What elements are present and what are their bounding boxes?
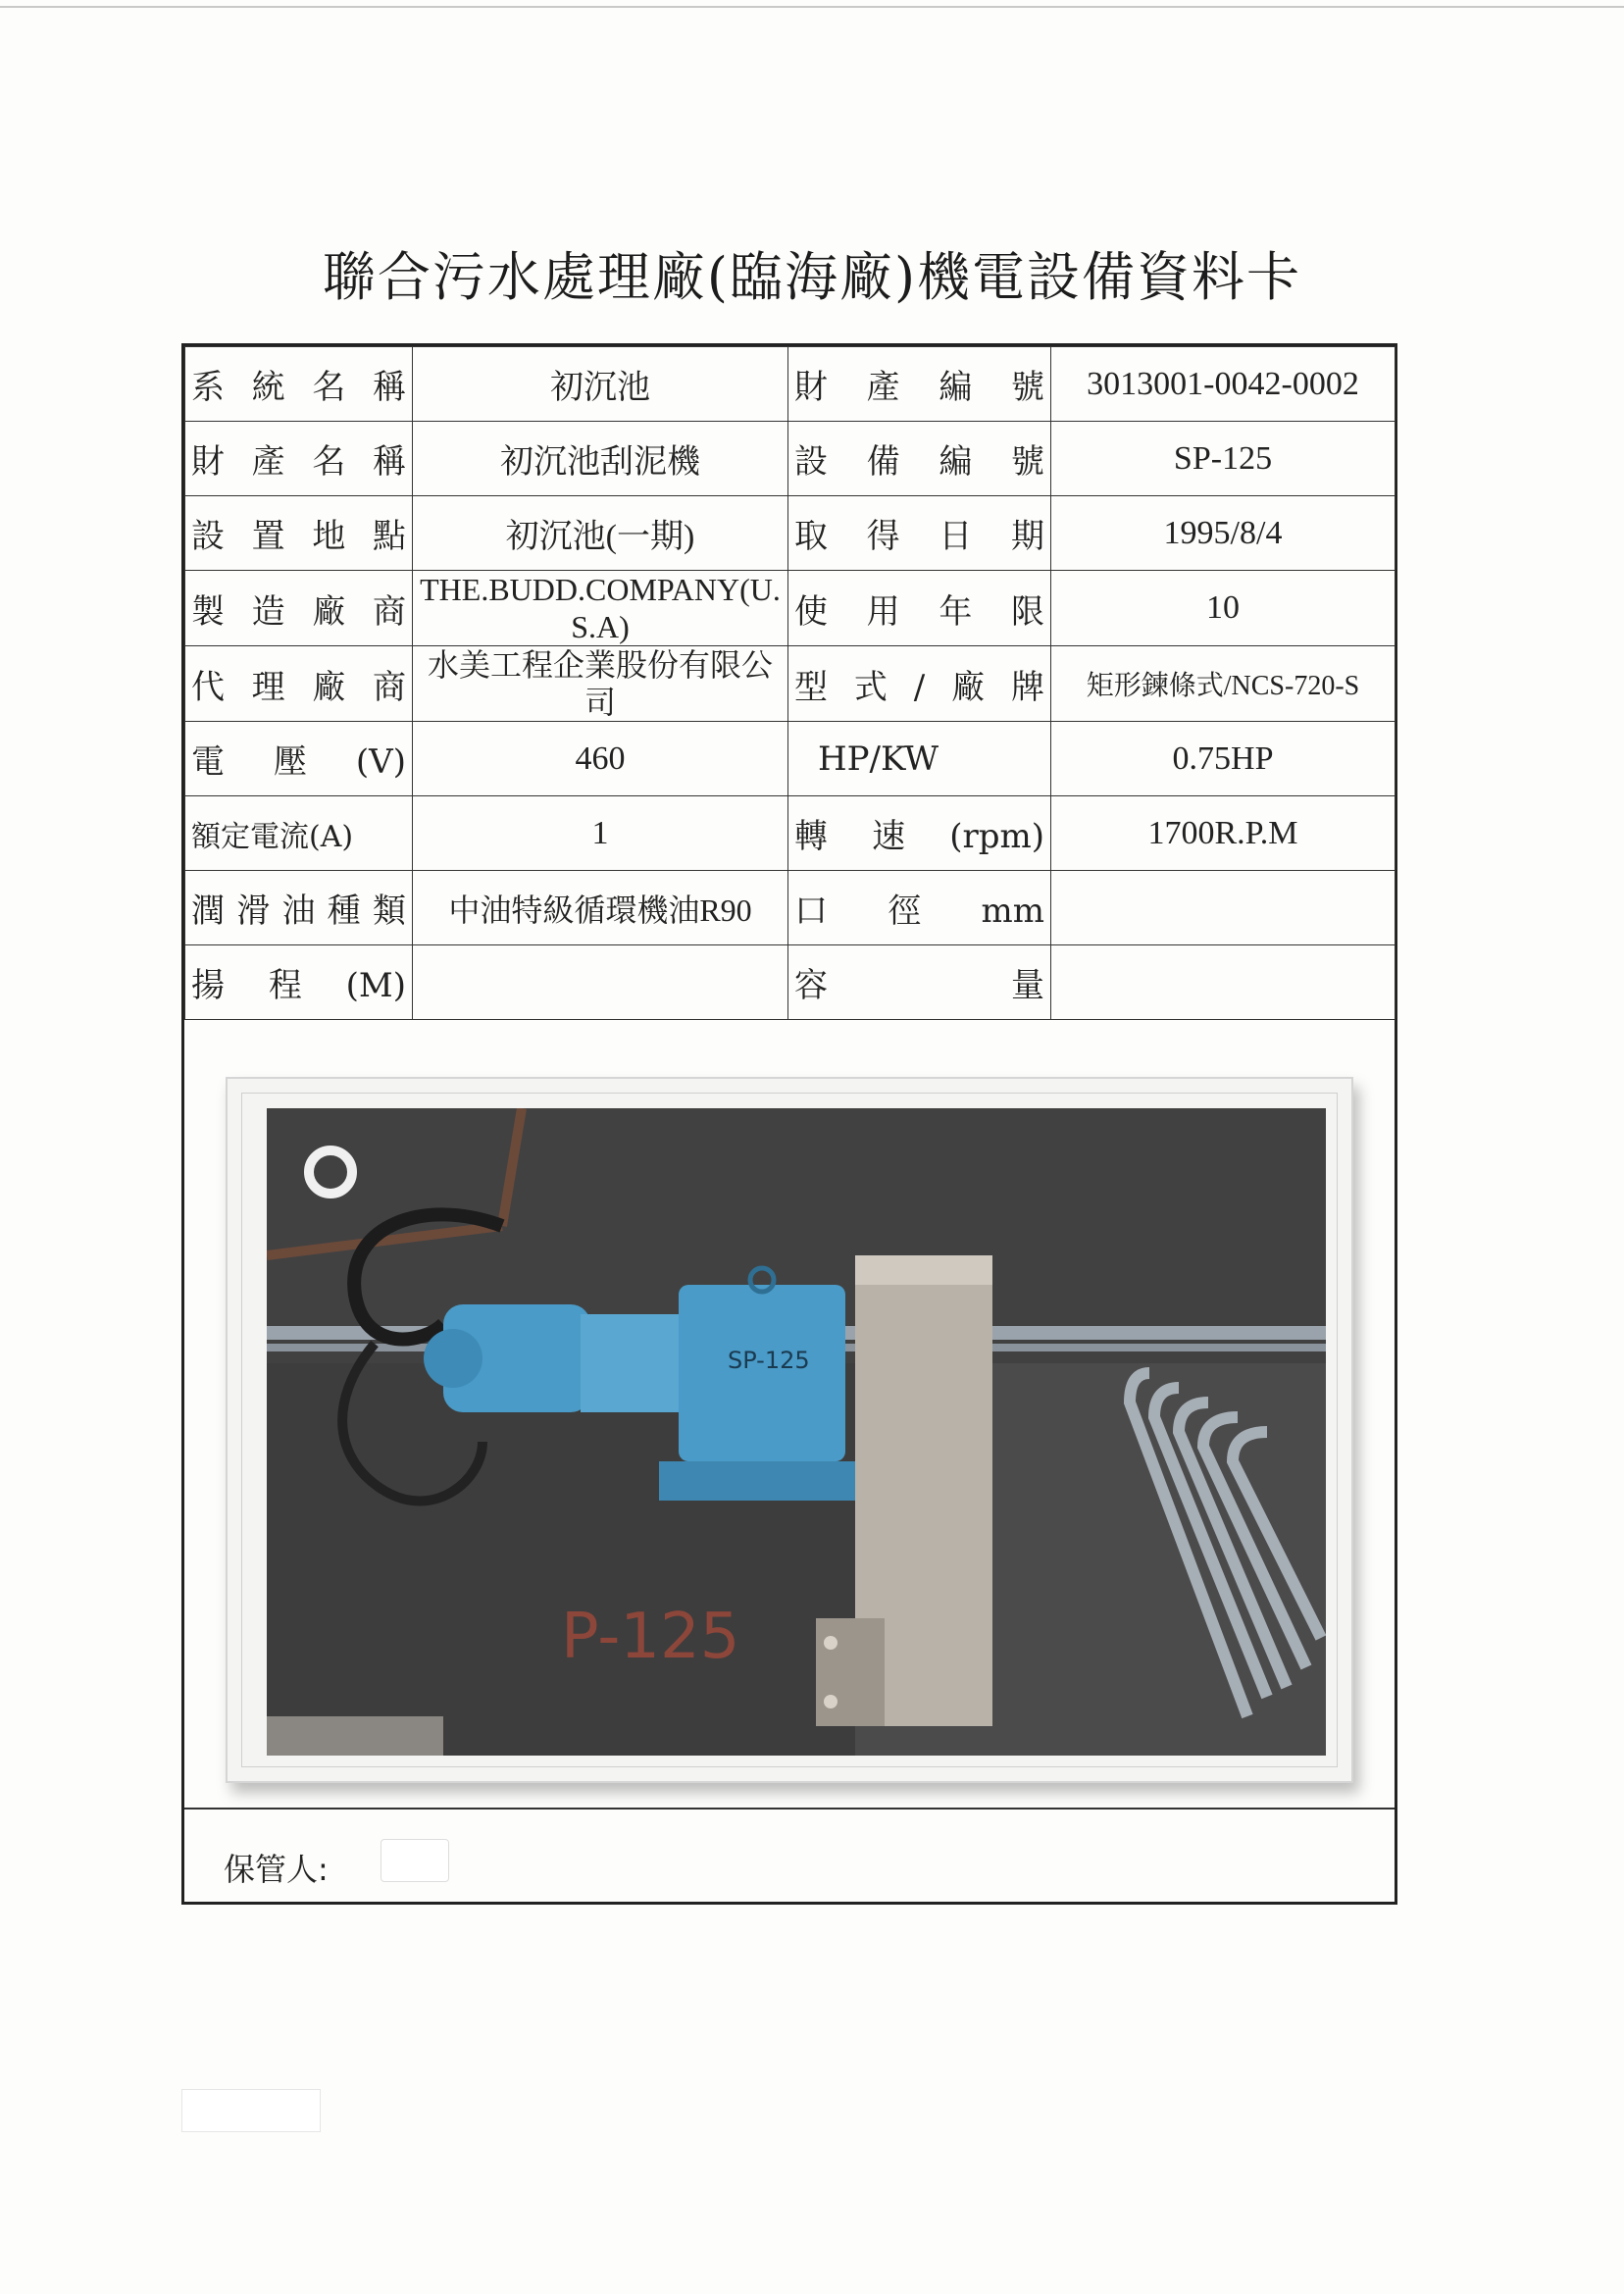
table-row: [185, 722, 1396, 796]
label-property-number: 財產編號: [788, 347, 1051, 422]
label-acquired-date: 取得日期: [788, 496, 1051, 571]
value-equipment-number: SP-125: [1051, 422, 1396, 496]
table-row: [185, 496, 1396, 571]
steel-housing-top: [855, 1255, 992, 1285]
label-rated-current: 額定電流(A): [185, 796, 413, 871]
concrete-edge: [267, 1716, 443, 1756]
label-equipment-number: 設備編號: [788, 422, 1051, 496]
value-rated-current: 1: [413, 796, 788, 871]
page-top-edge: [0, 6, 1624, 8]
label-voltage: 電壓(V): [185, 722, 413, 796]
value-lubricant: 中油特級循環機油R90: [413, 871, 788, 945]
value-head: [413, 945, 788, 1020]
label-lubricant: 潤滑油種類: [185, 871, 413, 945]
value-acquired-date: 1995/8/4: [1051, 496, 1396, 571]
floor-marking: P-125: [561, 1601, 740, 1673]
motor-fan-cover: [424, 1329, 482, 1388]
label-speed: 轉速(rpm): [788, 796, 1051, 871]
table-row: [185, 871, 1396, 945]
photo-frame: [226, 1077, 1353, 1783]
label-property-name: 財產名稱: [185, 422, 413, 496]
gearbox-base: [659, 1461, 875, 1501]
mounting-bracket: [816, 1618, 885, 1726]
table-row: [185, 945, 1396, 1020]
label-diameter: 口徑mm: [788, 871, 1051, 945]
value-location: 初沉池(一期): [413, 496, 788, 571]
value-hp-kw: 0.75HP: [1051, 722, 1396, 796]
equipment-table: [184, 346, 1396, 1020]
value-service-life: 10: [1051, 571, 1396, 646]
value-system-name: 初沉池: [413, 347, 788, 422]
blank-label-patch: [181, 2089, 321, 2132]
motor-coupling: [581, 1314, 688, 1412]
page-title: 聯合污水處理廠(臨海廠)機電設備資料卡: [322, 246, 1302, 308]
label-manufacturer: 製造廠商: [185, 571, 413, 646]
value-speed: 1700R.P.M: [1051, 796, 1396, 871]
value-manufacturer: THE.BUDD.COMPANY(U.S.A): [413, 571, 788, 646]
label-location: 設置地點: [185, 496, 413, 571]
table-row: [185, 422, 1396, 496]
label-capacity: 容量: [788, 945, 1051, 1020]
table-row: [185, 796, 1396, 871]
value-property-name: 初沉池刮泥機: [413, 422, 788, 496]
value-diameter: [1051, 871, 1396, 945]
equipment-card: [181, 343, 1397, 1905]
label-service-life: 使用年限: [788, 571, 1051, 646]
label-model-brand: 型式/廠牌: [788, 646, 1051, 722]
table-row: [185, 347, 1396, 422]
keeper-label: 保管人:: [224, 1851, 329, 1888]
keeper-signature-field[interactable]: [381, 1839, 449, 1882]
value-model-brand: 矩形鍊條式/NCS-720-S: [1051, 646, 1396, 722]
label-head: 揚程(M): [185, 945, 413, 1020]
handwritten-tag: SP-125: [728, 1347, 810, 1374]
label-system-name: 系統名稱: [185, 347, 413, 422]
table-row: [185, 571, 1396, 646]
photo-illustration: [267, 1108, 1326, 1756]
value-property-number: 3013001-0042-0002: [1051, 347, 1396, 422]
bolt: [824, 1695, 837, 1708]
value-capacity: [1051, 945, 1396, 1020]
value-agent: 水美工程企業股份有限公司: [413, 646, 788, 722]
equipment-photo: [267, 1108, 1326, 1756]
bolt: [824, 1636, 837, 1650]
card-footer: [184, 1808, 1395, 1902]
value-voltage: 460: [413, 722, 788, 796]
table-row: [185, 646, 1396, 722]
label-hp-kw: HP/KW: [788, 722, 1051, 796]
label-agent: 代理廠商: [185, 646, 413, 722]
